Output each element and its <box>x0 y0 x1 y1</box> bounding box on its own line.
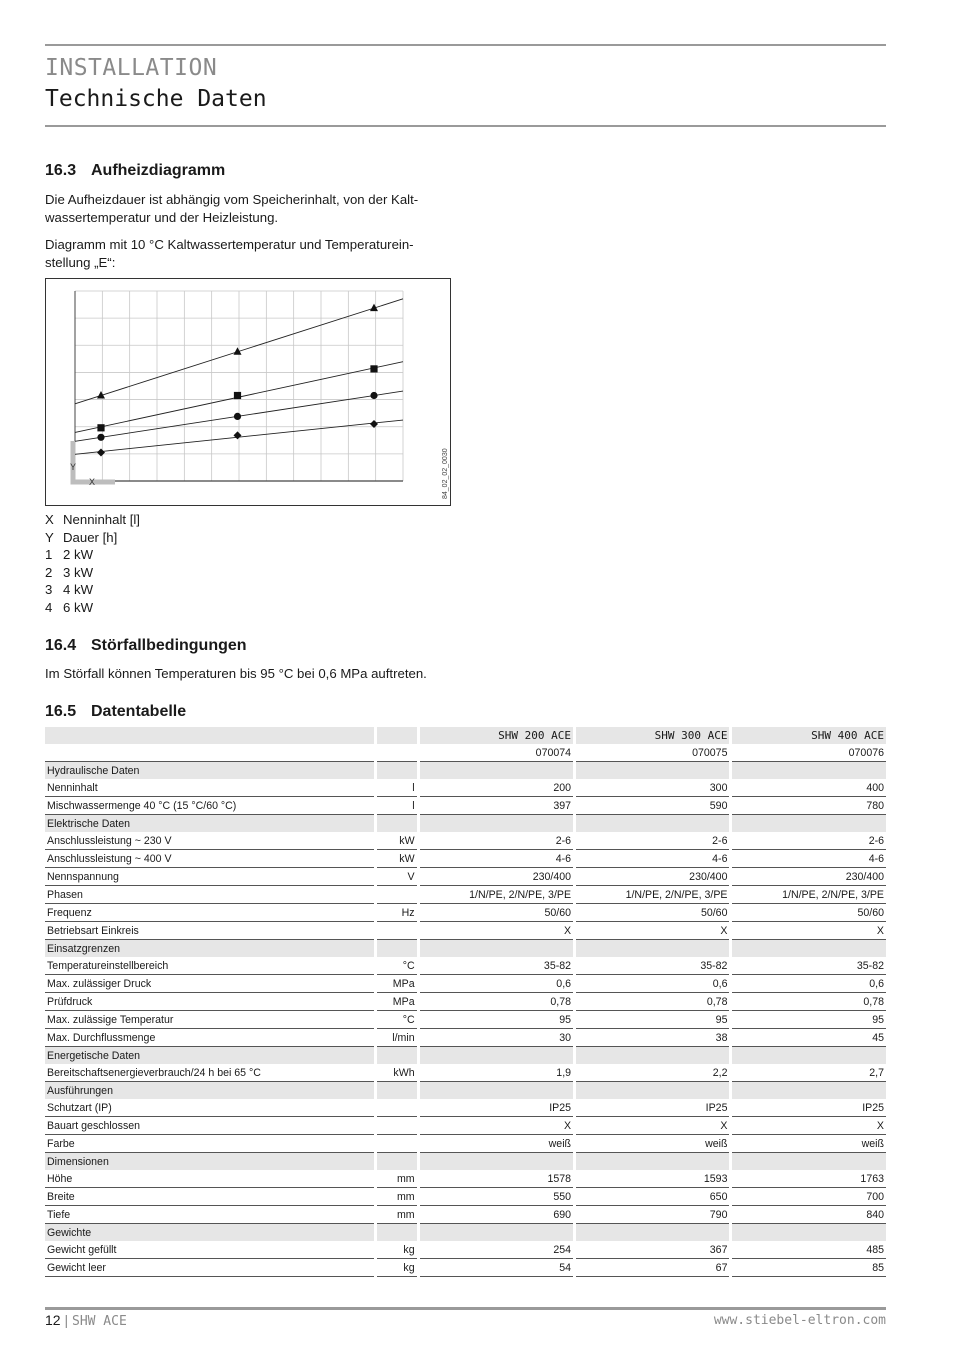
section-value-cell <box>420 1224 573 1241</box>
row-label: Prüfdruck <box>45 993 374 1011</box>
row-label: Max. Durchflussmenge <box>45 1029 374 1047</box>
row-value: 50/60 <box>420 904 573 922</box>
table-row <box>45 797 886 815</box>
row-value: 0,78 <box>576 993 729 1011</box>
table-section-row <box>45 1047 886 1064</box>
row-value: IP25 <box>576 1099 729 1117</box>
legend-row <box>45 546 140 564</box>
row-value: 0,78 <box>420 993 573 1011</box>
table-row <box>45 1170 886 1188</box>
section-label: Elektrische Daten <box>45 815 374 832</box>
table-code-row <box>45 744 886 762</box>
row-value: 300 <box>576 779 729 797</box>
table-row <box>45 1241 886 1259</box>
row-value: 1578 <box>420 1170 573 1188</box>
table-row <box>45 904 886 922</box>
section-label: Dimensionen <box>45 1153 374 1170</box>
header-bottom-rule <box>45 125 886 127</box>
row-value: X <box>420 1117 573 1135</box>
row-unit: l <box>377 779 417 797</box>
model-name: SHW 200 ACE <box>420 727 573 744</box>
legend-key: 4 <box>45 599 53 615</box>
row-value: 550 <box>420 1188 573 1206</box>
row-value: 254 <box>420 1241 573 1259</box>
table-row <box>45 993 886 1011</box>
section-value-cell <box>420 1153 573 1170</box>
row-value: 95 <box>420 1011 573 1029</box>
row-label: Schutzart (IP) <box>45 1099 374 1117</box>
row-unit: kg <box>377 1259 417 1277</box>
heading-16-5 <box>45 703 186 721</box>
section-value-cell <box>732 1082 886 1099</box>
row-value: 1763 <box>732 1170 886 1188</box>
row-unit: °C <box>377 1011 417 1029</box>
row-unit: kW <box>377 850 417 868</box>
table-row <box>45 1188 886 1206</box>
legend-value: 6 kW <box>63 599 94 615</box>
row-label: Frequenz <box>45 904 374 922</box>
footer-rule <box>45 1307 886 1310</box>
data-point-square <box>370 365 377 372</box>
row-value: 67 <box>576 1259 729 1277</box>
row-value: 700 <box>732 1188 886 1206</box>
section-value-cell <box>576 940 729 957</box>
row-value: IP25 <box>732 1099 886 1117</box>
section-value-cell <box>576 1082 729 1099</box>
row-value: 690 <box>420 1206 573 1224</box>
footer-separator: | <box>64 1312 69 1328</box>
row-unit <box>377 1099 417 1117</box>
row-unit: V <box>377 868 417 886</box>
row-unit: °C <box>377 957 417 975</box>
row-value: 30 <box>420 1029 573 1047</box>
table-row <box>45 1011 886 1029</box>
heading-number: 16.3 <box>45 162 77 179</box>
table-row <box>45 975 886 993</box>
data-point-circle <box>97 434 104 441</box>
row-value: 1/N/PE, 2/N/PE, 3/PE <box>732 886 886 904</box>
row-value: 35-82 <box>732 957 886 975</box>
legend-row <box>45 564 140 582</box>
row-label: Betriebsart Einkreis <box>45 922 374 940</box>
section-value-cell <box>732 815 886 832</box>
table-row <box>45 832 886 850</box>
row-label: Anschlussleistung ~ 230 V <box>45 832 374 850</box>
row-value: 1/N/PE, 2/N/PE, 3/PE <box>576 886 729 904</box>
row-value: 1,9 <box>420 1064 573 1082</box>
legend-key: 3 <box>45 582 53 598</box>
table-row <box>45 868 886 886</box>
heating-chart <box>45 278 451 506</box>
y-axis-label: Y <box>69 462 77 472</box>
row-value: 780 <box>732 797 886 815</box>
row-value: 95 <box>732 1011 886 1029</box>
footer-left <box>45 1312 127 1329</box>
row-value: 0,78 <box>732 993 886 1011</box>
section-value-cell <box>420 1047 573 1064</box>
row-unit: Hz <box>377 904 417 922</box>
row-value: 0,6 <box>420 975 573 993</box>
section-unit-cell <box>377 1224 417 1241</box>
row-value: 0,6 <box>732 975 886 993</box>
row-value: 50/60 <box>732 904 886 922</box>
section-unit-cell <box>377 1047 417 1064</box>
section-label: Gewichte <box>45 1224 374 1241</box>
section-value-cell <box>420 762 573 779</box>
row-value: 50/60 <box>576 904 729 922</box>
row-value: 0,6 <box>576 975 729 993</box>
row-value: X <box>576 1117 729 1135</box>
row-label: Bauart geschlossen <box>45 1117 374 1135</box>
row-value: 590 <box>576 797 729 815</box>
legend-value: Nenninhalt [l] <box>63 512 140 527</box>
legend-row <box>45 599 140 617</box>
section-value-cell <box>576 1153 729 1170</box>
row-value: X <box>420 922 573 940</box>
row-unit: kg <box>377 1241 417 1259</box>
table-row <box>45 1206 886 1224</box>
row-label: Max. zulässiger Druck <box>45 975 374 993</box>
section-unit-cell <box>377 940 417 957</box>
row-value: 485 <box>732 1241 886 1259</box>
data-point-diamond <box>97 449 105 457</box>
order-code: 070075 <box>576 744 729 762</box>
row-unit <box>377 922 417 940</box>
row-value: 200 <box>420 779 573 797</box>
section-value-cell <box>732 1153 886 1170</box>
table-row <box>45 850 886 868</box>
heading-16-3 <box>45 162 225 180</box>
heading-text: Datentabelle <box>91 703 187 720</box>
section-value-cell <box>576 1224 729 1241</box>
data-point-circle <box>234 413 241 420</box>
order-code: 070076 <box>732 744 886 762</box>
section-value-cell <box>732 1224 886 1241</box>
row-label: Temperatureinstellbereich <box>45 957 374 975</box>
legend-key: 2 <box>45 564 53 580</box>
x-axis-label: X <box>88 477 96 487</box>
section-unit-cell <box>377 762 417 779</box>
legend-key: X <box>45 512 54 527</box>
row-unit: mm <box>377 1170 417 1188</box>
table-section-row <box>45 1082 886 1099</box>
section-label: Energetische Daten <box>45 1047 374 1064</box>
legend-value: Dauer [h] <box>63 529 118 545</box>
row-unit: mm <box>377 1206 417 1224</box>
row-label: Breite <box>45 1188 374 1206</box>
data-point-square <box>97 424 104 431</box>
row-unit: l/min <box>377 1029 417 1047</box>
row-unit: kW <box>377 832 417 850</box>
row-value: weiß <box>420 1135 573 1153</box>
section-value-cell <box>732 762 886 779</box>
table-section-row <box>45 762 886 779</box>
code-unit-cell <box>377 744 417 762</box>
row-value: 2-6 <box>732 832 886 850</box>
header-section: INSTALLATION <box>45 55 218 81</box>
row-value: 2,7 <box>732 1064 886 1082</box>
data-point-square <box>234 392 241 399</box>
row-label: Höhe <box>45 1170 374 1188</box>
table-row <box>45 886 886 904</box>
order-code: 070074 <box>420 744 573 762</box>
page-title: Technische Daten <box>45 86 267 112</box>
section-label: Hydraulische Daten <box>45 762 374 779</box>
row-value: 840 <box>732 1206 886 1224</box>
table-section-row <box>45 1224 886 1241</box>
row-value: 650 <box>576 1188 729 1206</box>
row-value: 2-6 <box>576 832 729 850</box>
heading-number: 16.5 <box>45 703 77 720</box>
row-label: Phasen <box>45 886 374 904</box>
footer-product: SHW ACE <box>72 1314 127 1329</box>
row-value: weiß <box>732 1135 886 1153</box>
row-value: 367 <box>576 1241 729 1259</box>
table-row <box>45 1259 886 1277</box>
table-row <box>45 957 886 975</box>
row-label: Mischwassermenge 40 °C (15 °C/60 °C) <box>45 797 374 815</box>
heading-number: 16.4 <box>45 637 77 654</box>
data-table <box>45 727 886 1277</box>
section-unit-cell <box>377 1082 417 1099</box>
section-value-cell <box>420 815 573 832</box>
row-value: 2-6 <box>420 832 573 850</box>
row-label: Tiefe <box>45 1206 374 1224</box>
row-value: 397 <box>420 797 573 815</box>
row-unit: kWh <box>377 1064 417 1082</box>
table-section-row <box>45 940 886 957</box>
row-value: 230/400 <box>732 868 886 886</box>
section-label: Ausführungen <box>45 1082 374 1099</box>
legend-value: 3 kW <box>63 564 94 580</box>
row-value: X <box>732 1117 886 1135</box>
row-value: 230/400 <box>420 868 573 886</box>
row-value: 54 <box>420 1259 573 1277</box>
paragraph-failure-conditions: Im Störfall können Temperaturen bis 95 °C bei 0,6 MPa auftreten. <box>45 666 427 681</box>
table-row <box>45 1099 886 1117</box>
heating-chart-svg <box>46 279 450 505</box>
section-value-cell <box>420 1082 573 1099</box>
row-value: 2,2 <box>576 1064 729 1082</box>
figure-code: 84_02_02_0030 <box>442 448 449 499</box>
row-value: 45 <box>732 1029 886 1047</box>
row-unit <box>377 886 417 904</box>
legend-value: 2 kW <box>63 547 94 563</box>
row-label: Bereitschaftsenergieverbrauch/24 h bei 65 °C <box>45 1064 374 1082</box>
table-row <box>45 1029 886 1047</box>
section-value-cell <box>576 762 729 779</box>
header-unit-cell <box>377 727 417 744</box>
header-top-rule <box>45 44 886 46</box>
legend-value: 4 kW <box>63 582 94 598</box>
row-value: 400 <box>732 779 886 797</box>
section-unit-cell <box>377 815 417 832</box>
table-row <box>45 779 886 797</box>
row-label: Gewicht leer <box>45 1259 374 1277</box>
row-value: X <box>732 922 886 940</box>
table-row <box>45 1064 886 1082</box>
heading-text: Störfallbedingungen <box>91 637 247 654</box>
header-label-cell <box>45 727 374 744</box>
legend-key: 1 <box>45 547 53 563</box>
row-value: 230/400 <box>576 868 729 886</box>
legend-row <box>45 581 140 599</box>
section-value-cell <box>576 1047 729 1064</box>
row-value: 790 <box>576 1206 729 1224</box>
row-value: 35-82 <box>576 957 729 975</box>
legend-key: Y <box>45 529 54 545</box>
paragraph-diagram-note: Diagramm mit 10 °C Kaltwassertemperatur und Temperaturein- stellung „E“: <box>45 237 414 270</box>
row-value: 38 <box>576 1029 729 1047</box>
row-label: Max. zulässige Temperatur <box>45 1011 374 1029</box>
data-point-circle <box>370 392 377 399</box>
model-name: SHW 400 ACE <box>732 727 886 744</box>
table-section-row <box>45 815 886 832</box>
page-number: 12 <box>45 1312 61 1328</box>
section-value-cell <box>732 940 886 957</box>
row-value: 35-82 <box>420 957 573 975</box>
row-label: Gewicht gefüllt <box>45 1241 374 1259</box>
footer-url[interactable]: www.stiebel-eltron.com <box>713 1313 886 1328</box>
code-label-cell <box>45 744 374 762</box>
row-value: IP25 <box>420 1099 573 1117</box>
row-unit: l <box>377 797 417 815</box>
data-point-diamond <box>234 431 242 439</box>
section-label: Einsatzgrenzen <box>45 940 374 957</box>
table-section-row <box>45 1153 886 1170</box>
section-unit-cell <box>377 1153 417 1170</box>
chart-legend <box>45 511 140 617</box>
section-value-cell <box>420 940 573 957</box>
row-value: 1/N/PE, 2/N/PE, 3/PE <box>420 886 573 904</box>
row-label: Anschlussleistung ~ 400 V <box>45 850 374 868</box>
legend-row <box>45 511 140 529</box>
row-value: X <box>576 922 729 940</box>
legend-row <box>45 529 140 547</box>
row-unit: mm <box>377 1188 417 1206</box>
row-unit: MPa <box>377 993 417 1011</box>
row-value: 4-6 <box>576 850 729 868</box>
row-unit: MPa <box>377 975 417 993</box>
row-value: 1593 <box>576 1170 729 1188</box>
section-value-cell <box>732 1047 886 1064</box>
table-row <box>45 1117 886 1135</box>
heading-16-4 <box>45 637 247 655</box>
paragraph-heating-duration: Die Aufheizdauer ist abhängig vom Speicherinhalt, von der Kalt- wassertemperatur und der Heizleistung. <box>45 192 419 225</box>
row-unit <box>377 1135 417 1153</box>
row-unit <box>377 1117 417 1135</box>
row-label: Farbe <box>45 1135 374 1153</box>
section-value-cell <box>576 815 729 832</box>
heading-text: Aufheizdiagramm <box>91 162 226 179</box>
row-value: 4-6 <box>420 850 573 868</box>
row-value: 85 <box>732 1259 886 1277</box>
model-name: SHW 300 ACE <box>576 727 729 744</box>
row-value: 4-6 <box>732 850 886 868</box>
table-row <box>45 922 886 940</box>
axis-origin-marker <box>73 441 115 482</box>
row-label: Nennspannung <box>45 868 374 886</box>
row-label: Nenninhalt <box>45 779 374 797</box>
row-value: 95 <box>576 1011 729 1029</box>
table-row <box>45 1135 886 1153</box>
row-value: weiß <box>576 1135 729 1153</box>
table-header-row <box>45 727 886 744</box>
